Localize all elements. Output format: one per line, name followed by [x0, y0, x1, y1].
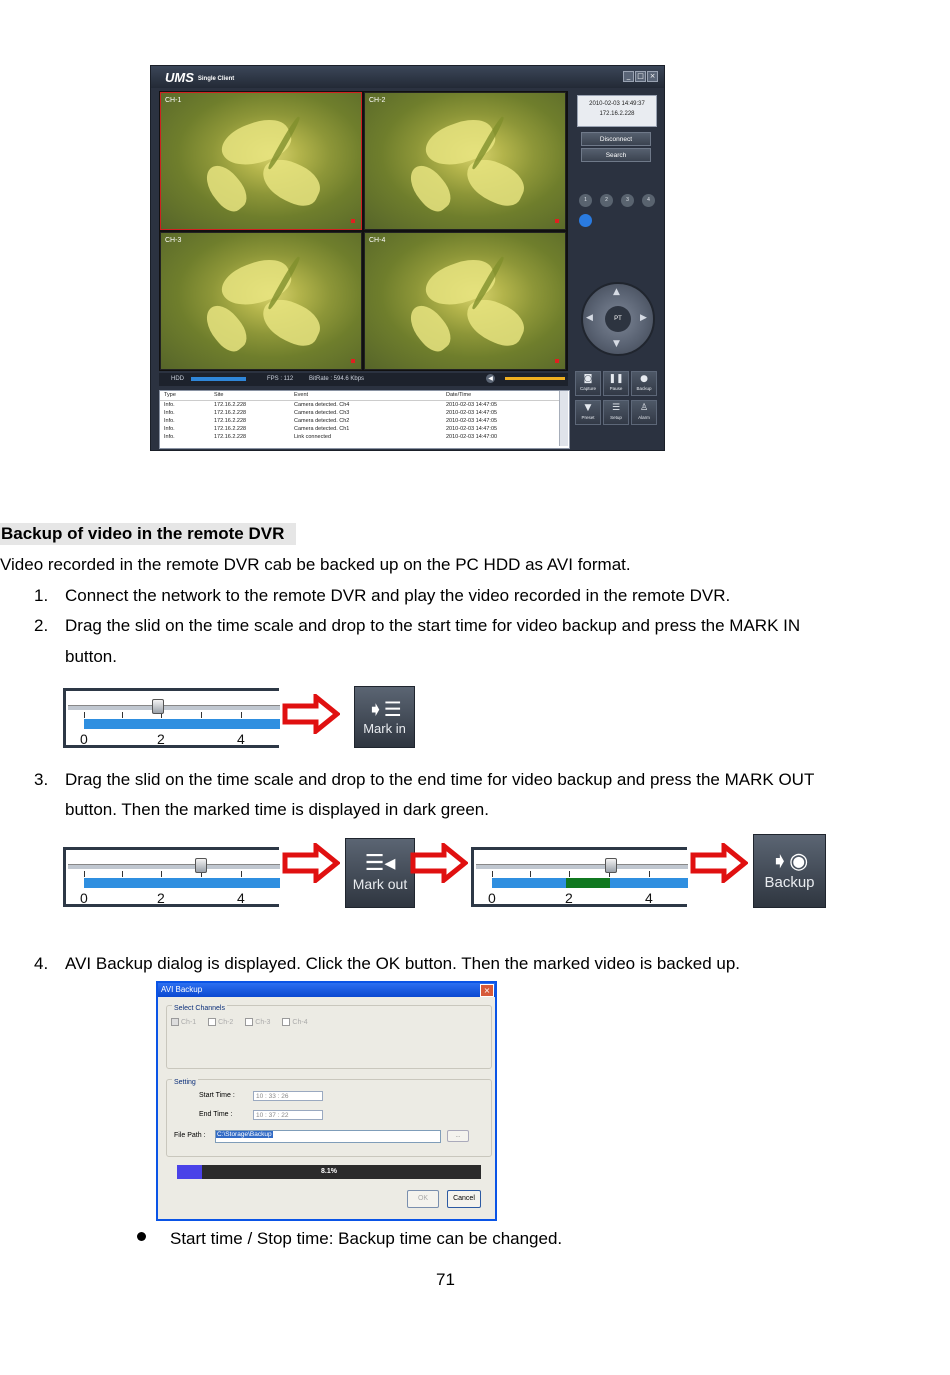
ch2-label: Ch-2 [218, 1018, 234, 1026]
end-time-input[interactable]: 10 : 37 : 22 [253, 1110, 323, 1120]
log-scrollbar[interactable] [559, 391, 568, 446]
split-4-button[interactable]: 4 [642, 194, 655, 207]
start-time-label: Start Time : [199, 1092, 235, 1099]
setup-button[interactable] [603, 400, 629, 425]
ums-client-screenshot [150, 65, 665, 451]
tick-label: 2 [157, 731, 165, 747]
log-event: Camera detected. Ch2 [294, 418, 350, 424]
log-col-event: Event [294, 392, 309, 398]
timeline-slider[interactable] [63, 847, 279, 907]
backup-label: Backup [764, 874, 815, 891]
disconnect-label: Disconnect [599, 136, 633, 143]
mark-out-icon: ☰◂ [364, 851, 396, 876]
tick-label: 4 [645, 890, 653, 906]
record-indicator [351, 359, 355, 363]
log-row[interactable] [160, 426, 560, 434]
preset-icon: ▼ [584, 403, 592, 413]
channel-label: CH-1 [165, 97, 182, 104]
fps-readout: FPS : 112 [267, 376, 294, 382]
connection-info [577, 95, 657, 127]
preset-button[interactable] [575, 400, 601, 425]
end-time-label: End Time : [199, 1111, 233, 1118]
tick-label: 4 [237, 890, 245, 906]
step-3-text: Drag the slid on the time scale and drop to the end time for video backup and press the MARK OUT [65, 770, 815, 789]
log-datetime: 2010-02-03 14:47:00 [446, 434, 498, 440]
setting-group [166, 1079, 492, 1157]
ch1-label: Ch-1 [181, 1018, 197, 1026]
log-row[interactable] [160, 402, 560, 410]
timeline-rail [68, 864, 280, 869]
log-event: Camera detected. Ch4 [294, 402, 350, 408]
log-row[interactable] [160, 434, 560, 442]
backup-big-icon: ➧◉ [770, 849, 809, 874]
backup-icon: ● [640, 374, 648, 384]
step-4-number: 4. [34, 954, 49, 973]
video-tile-ch2[interactable] [364, 92, 566, 230]
info-datetime: 2010-02-03 14:49:37 [589, 101, 645, 107]
bullet-text: Start time / Stop time: Backup time can be changed. [170, 1229, 563, 1248]
timeline-slider-marked[interactable] [471, 847, 687, 907]
log-site: 172.16.2.228 [214, 410, 247, 416]
ptz-control[interactable] [581, 282, 655, 356]
setup-icon: ☰ [611, 403, 621, 413]
select-channels-label: Select Channels [174, 1005, 225, 1012]
tick-label: 2 [157, 890, 165, 906]
red-arrow-icon [410, 843, 468, 883]
backup-toolbar-label: Backup [636, 386, 652, 391]
avi-backup-dialog [156, 981, 497, 1221]
start-time-input[interactable]: 10 : 33 : 26 [253, 1091, 323, 1101]
alarm-icon: ♙ [639, 403, 649, 413]
hdd-usage-bar [191, 377, 246, 381]
log-type: Info. [164, 410, 175, 416]
ch4-checkbox[interactable] [282, 1019, 307, 1026]
alarm-label: Alarm [638, 415, 650, 420]
bitrate-readout: BitRate : 594.6 Kbps [309, 376, 365, 382]
browse-button[interactable]: ... [447, 1130, 469, 1142]
log-site: 172.16.2.228 [214, 426, 247, 432]
tick-label: 4 [237, 731, 245, 747]
disconnect-button[interactable] [581, 132, 651, 146]
step-3-text-cont: button. Then the marked time is displayed in dark green. [65, 800, 489, 819]
timeline-knob[interactable] [152, 699, 164, 714]
info-ip: 172.16.2.228 [599, 111, 635, 117]
record-indicator [555, 359, 559, 363]
volume-slider[interactable] [505, 377, 565, 380]
ptz-left-icon[interactable]: ◀ [586, 313, 593, 323]
split-1-button[interactable]: 1 [579, 194, 592, 207]
ums-logo-text: UMS [165, 70, 194, 85]
ptz-right-icon[interactable]: ▶ [640, 313, 647, 323]
event-log [159, 390, 570, 449]
camera-icon: ◙ [583, 374, 593, 384]
mark-in-label: Mark in [363, 721, 406, 736]
log-col-site: Site [214, 392, 224, 398]
log-datetime: 2010-02-03 14:47:05 [446, 402, 498, 408]
file-path-value: C:\Storage\Backup [217, 1131, 272, 1138]
step-1-number: 1. [34, 586, 49, 605]
timeline-bar [84, 878, 280, 888]
close-button[interactable]: × [647, 71, 658, 82]
timeline-bar [84, 719, 280, 729]
video-tile-ch3[interactable] [160, 232, 362, 370]
tick-label: 0 [80, 890, 88, 906]
minimize-button[interactable]: _ [623, 71, 634, 82]
dialog-close-icon[interactable]: × [480, 984, 494, 997]
timeline-knob[interactable] [195, 858, 207, 873]
pause-button[interactable] [603, 371, 629, 396]
step-4-text: AVI Backup dialog is displayed. Click the OK button. Then the marked video is backed up. [65, 954, 741, 973]
mark-out-button[interactable] [345, 838, 415, 908]
split-3-button[interactable]: 3 [621, 194, 634, 207]
ch4-label: Ch-4 [292, 1018, 308, 1026]
select-channels-group [166, 1005, 492, 1069]
dialog-title: AVI Backup [158, 983, 495, 997]
alarm-button[interactable] [631, 400, 657, 425]
log-row[interactable] [160, 410, 560, 418]
log-type: Info. [164, 434, 175, 440]
marked-range [566, 878, 610, 888]
ptz-up-icon[interactable]: ▲ [613, 287, 620, 297]
tick-label: 2 [565, 890, 573, 906]
status-bar [159, 373, 568, 386]
log-type: Info. [164, 418, 175, 424]
backup-toolbar-button[interactable] [631, 371, 657, 396]
timeline-knob[interactable] [605, 858, 617, 873]
mark-in-icon: ➧☰ [367, 697, 402, 721]
red-arrow-icon [690, 843, 748, 883]
timeline-slider[interactable] [63, 688, 279, 748]
backup-button[interactable] [753, 834, 826, 908]
log-site: 172.16.2.228 [214, 402, 247, 408]
log-col-type: Type [164, 392, 176, 398]
quad-view-icon[interactable] [579, 214, 592, 227]
timeline-ticks [66, 871, 280, 877]
video-grid [159, 91, 568, 371]
maximize-button[interactable]: □ [635, 71, 646, 82]
capture-button[interactable] [575, 371, 601, 396]
hdd-label: HDD [171, 376, 184, 382]
log-event: Link connected [294, 434, 331, 440]
log-header [160, 392, 560, 401]
mark-in-button[interactable] [354, 686, 415, 748]
progress-text: 8.1% [321, 1168, 337, 1175]
step-2-number: 2. [34, 616, 49, 635]
ums-logo [165, 70, 234, 85]
red-arrow-icon [282, 843, 340, 883]
log-site: 172.16.2.228 [214, 418, 247, 424]
intro-paragraph: Video recorded in the remote DVR cab be backed up on the PC HDD as AVI format. [0, 555, 631, 574]
ptz-center-button[interactable]: PT [605, 306, 631, 332]
section-heading: Backup of video in the remote DVR [0, 523, 296, 545]
speaker-icon[interactable]: ◀ [486, 374, 495, 383]
log-col-datetime: Date/Time [446, 392, 472, 398]
log-event: Camera detected. Ch3 [294, 410, 350, 416]
split-2-button[interactable]: 2 [600, 194, 613, 207]
search-button[interactable] [581, 148, 651, 162]
video-tile-ch1[interactable] [160, 92, 362, 230]
setting-label: Setting [174, 1079, 196, 1086]
video-tile-ch4[interactable] [364, 232, 566, 370]
mark-out-label: Mark out [352, 876, 408, 892]
log-site: 172.16.2.228 [214, 434, 247, 440]
log-type: Info. [164, 426, 175, 432]
tick-label: 0 [488, 890, 496, 906]
channel-label: CH-4 [369, 237, 386, 244]
channel-checkboxes [171, 1018, 308, 1026]
log-datetime: 2010-02-03 14:47:05 [446, 410, 498, 416]
channel-label: CH-3 [165, 237, 182, 244]
step-3-number: 3. [34, 770, 49, 789]
timeline-ticks [66, 712, 280, 718]
step-1-text: Connect the network to the remote DVR and play the video recorded in the remote DVR. [65, 586, 731, 605]
log-type: Info. [164, 402, 175, 408]
pause-icon: ❚❚ [608, 374, 624, 384]
log-datetime: 2010-02-03 14:47:05 [446, 418, 498, 424]
step-2-text-cont: button. [65, 647, 117, 666]
record-indicator [351, 219, 355, 223]
timeline-rail [476, 864, 688, 869]
log-row[interactable] [160, 418, 560, 426]
cancel-button[interactable]: Cancel [447, 1190, 481, 1208]
channel-label: CH-2 [369, 97, 386, 104]
capture-label: Capture [579, 386, 596, 391]
setup-label: Setup [610, 415, 622, 420]
log-datetime: 2010-02-03 14:47:05 [446, 426, 498, 432]
ums-logo-sub: Single Client [197, 75, 235, 82]
file-path-label: File Path : [174, 1132, 206, 1139]
search-label: Search [605, 152, 627, 159]
ch1-checkbox[interactable] [171, 1019, 196, 1026]
backup-progress-bar [177, 1165, 481, 1179]
page-number: 71 [436, 1270, 455, 1289]
ch3-checkbox[interactable] [245, 1019, 270, 1026]
tick-label: 0 [80, 731, 88, 747]
ch2-checkbox[interactable] [208, 1019, 233, 1026]
file-path-input[interactable] [215, 1130, 441, 1143]
ums-titlebar [151, 66, 664, 88]
preset-label: Preset [581, 415, 595, 420]
red-arrow-icon [282, 694, 340, 734]
timeline-ticks [474, 871, 688, 877]
ok-button[interactable]: OK [407, 1190, 439, 1208]
ch3-label: Ch-3 [255, 1018, 271, 1026]
log-event: Camera detected. Ch1 [294, 426, 350, 432]
step-2-text: Drag the slid on the time scale and drop to the start time for video backup and press the MARK IN [65, 616, 801, 635]
record-indicator [555, 219, 559, 223]
pause-label: Pause [609, 386, 623, 391]
timeline-rail [68, 705, 280, 710]
ptz-down-icon[interactable]: ▼ [613, 339, 620, 349]
bullet-icon [137, 1232, 146, 1241]
